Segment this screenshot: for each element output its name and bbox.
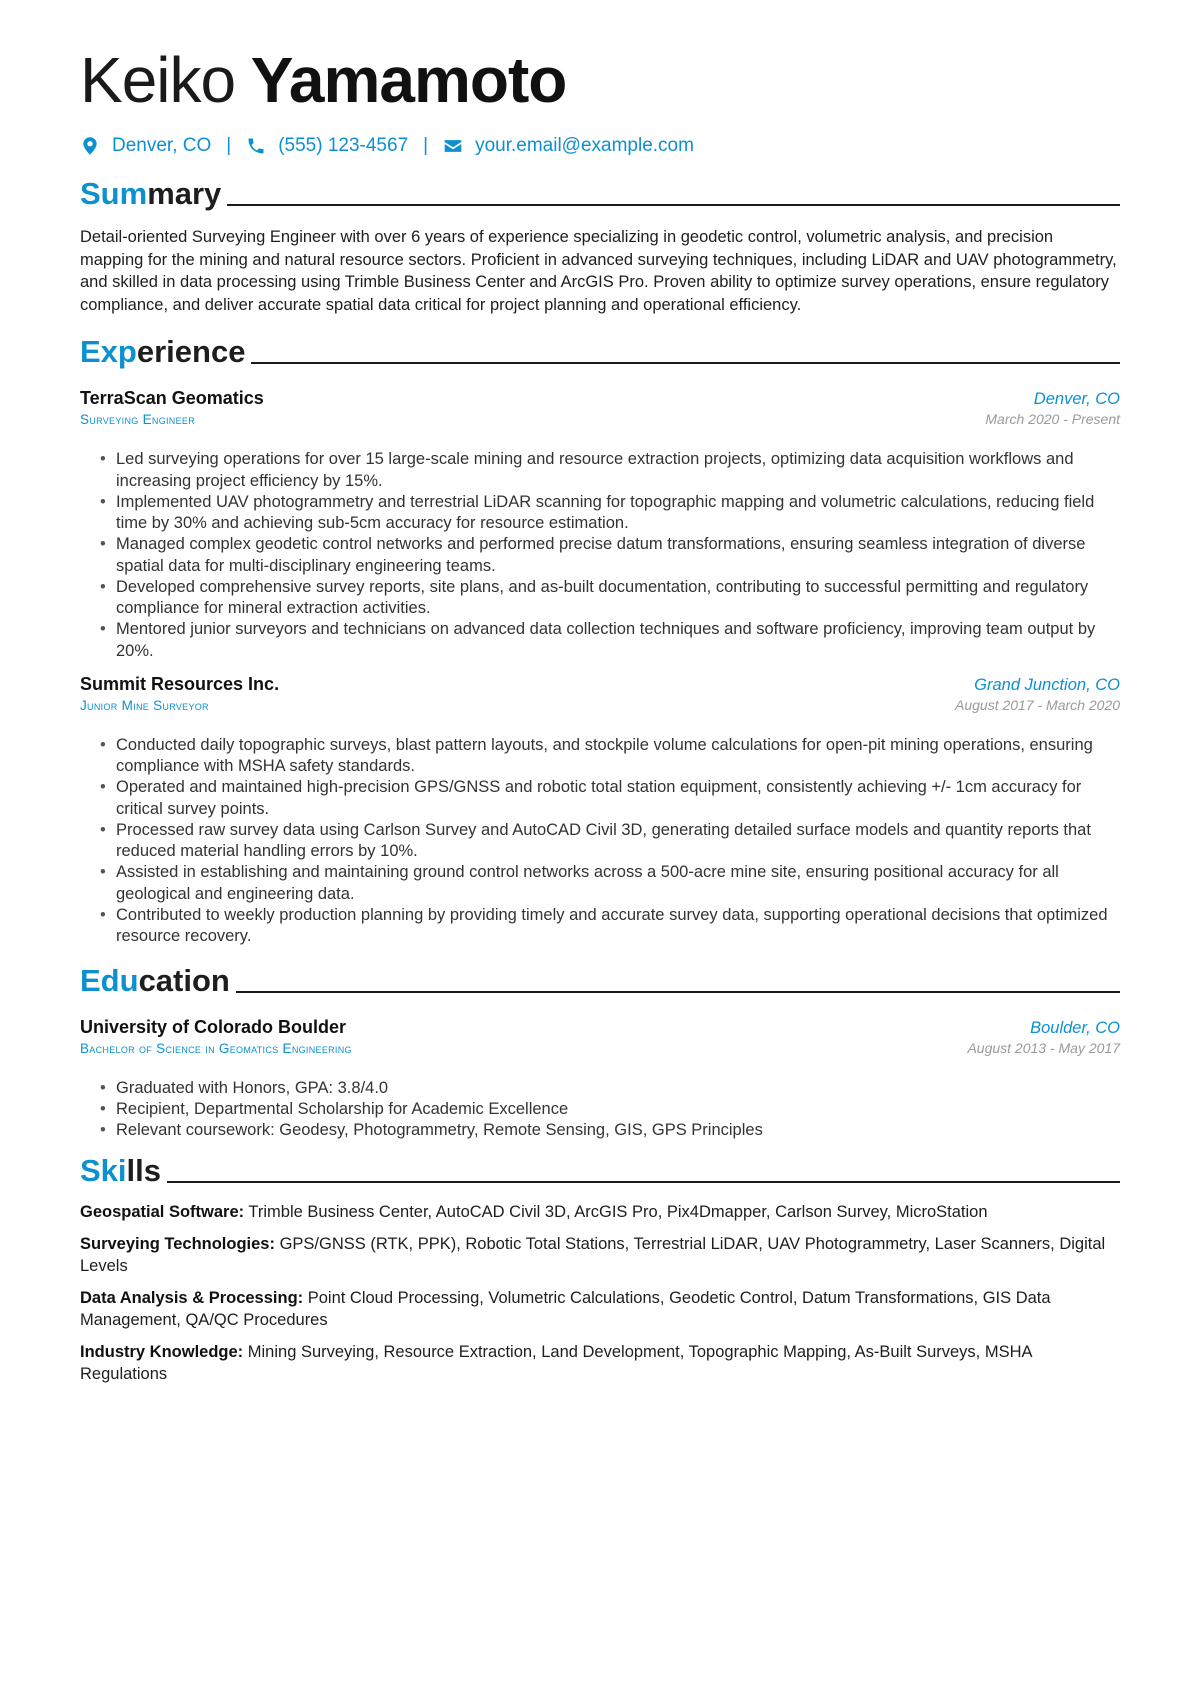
entry-location: Boulder, CO bbox=[1030, 1019, 1120, 1037]
experience-heading bbox=[80, 330, 1120, 370]
job-title: Surveying Engineer bbox=[80, 412, 196, 427]
contact-separator: | bbox=[423, 135, 429, 156]
skills-heading bbox=[80, 1149, 1120, 1189]
entry-location: Denver, CO bbox=[1033, 390, 1120, 408]
contact-phone[interactable] bbox=[246, 135, 408, 157]
organization-name: TerraScan Geomatics bbox=[80, 388, 264, 408]
phone-icon bbox=[246, 136, 266, 156]
education-entry bbox=[80, 1017, 1120, 1142]
phone-text: (555) 123-4567 bbox=[278, 135, 409, 156]
section-title: Skills bbox=[80, 1153, 161, 1188]
section-rule bbox=[251, 362, 1120, 364]
bullet-list bbox=[80, 1078, 1120, 1142]
envelope-icon bbox=[443, 136, 463, 156]
contact-email[interactable] bbox=[443, 135, 694, 157]
map-marker-icon bbox=[80, 136, 100, 156]
email-link: your.email@example.com bbox=[475, 135, 694, 156]
list-item: • Implemented UAV photogrammetry and terrestrial LiDAR scanning for topographic mapping and volumetric calculations, reducing field time by 30% and achieving sub-5cm accuracy for resource estimation. bbox=[116, 492, 1120, 535]
entry-dates: August 2013 - May 2017 bbox=[967, 1040, 1120, 1056]
skill-value: GPS/GNSS (RTK, PPK), Robotic Total Stations, Terrestrial LiDAR, UAV Photogrammetry, Laser Scanners, Digital Levels bbox=[80, 1234, 1106, 1275]
skill-label: Surveying Technologies: bbox=[80, 1234, 275, 1253]
list-item: • Mentored junior surveyors and technicians on advanced data collection techniques and software proficiency, improving team output by 20%. bbox=[116, 619, 1120, 662]
list-item: • Operated and maintained high-precision GPS/GNSS and robotic total station equipment, consistently achieving +/- 1cm accuracy for critical survey points. bbox=[116, 777, 1120, 820]
resume-page bbox=[80, 40, 1120, 1386]
skill-row bbox=[80, 1341, 1120, 1386]
education-heading bbox=[80, 959, 1120, 999]
contact-location bbox=[80, 135, 211, 157]
candidate-name bbox=[80, 40, 1120, 120]
skill-label: Data Analysis & Processing: bbox=[80, 1288, 304, 1307]
list-item: • Relevant coursework: Geodesy, Photogrammetry, Remote Sensing, GIS, GPS Principles bbox=[116, 1120, 1120, 1142]
list-item: • Processed raw survey data using Carlson Survey and AutoCAD Civil 3D, generating detailed surface models and quantity reports that reduced material handling errors by 10%. bbox=[116, 820, 1120, 863]
entry-dates: March 2020 - Present bbox=[985, 411, 1120, 427]
section-title: Education bbox=[80, 963, 230, 998]
list-item: • Managed complex geodetic control networks and performed precise datum transformations, ensuring seamless integration of diverse spatial data for multi-disciplinary engineering teams. bbox=[116, 534, 1120, 577]
list-item: • Conducted daily topographic surveys, blast pattern layouts, and stockpile volume calculations for open-pit mining operations, ensuring compliance with MSHA safety standards. bbox=[116, 735, 1120, 778]
degree-title: Bachelor of Science in Geomatics Engineering bbox=[80, 1041, 352, 1056]
skill-row bbox=[80, 1201, 1120, 1224]
summary-heading bbox=[80, 172, 1120, 212]
list-item: • Graduated with Honors, GPA: 3.8/4.0 bbox=[116, 1078, 1120, 1100]
list-item: • Recipient, Departmental Scholarship for Academic Excellence bbox=[116, 1099, 1120, 1121]
skill-label: Geospatial Software: bbox=[80, 1203, 245, 1221]
skill-row bbox=[80, 1233, 1120, 1278]
skill-value: Mining Surveying, Resource Extraction, Land Development, Topographic Mapping, As-Built Surveys, MSHA Regulations bbox=[80, 1342, 1032, 1383]
bullet-list bbox=[80, 735, 1120, 948]
summary-text: Detail-oriented Surveying Engineer with over 6 years of experience specializing in geodetic control, volumetric analysis, and precision mapping for the mining and natural resource sectors. Proficient in advanced surveying techniques, including LiDAR and UAV photogrammetry, and skilled in data processing using Trimble Business Center and ArcGIS Pro. Proven ability to optimize survey operations, ensure regulatory compliance, and deliver accurate spatial data critical for project planning and operational efficiency. bbox=[80, 228, 1117, 314]
organization-name: Summit Resources Inc. bbox=[80, 673, 280, 694]
entry-dates: August 2017 - March 2020 bbox=[955, 696, 1120, 713]
section-title: Experience bbox=[80, 334, 246, 369]
list-item: • Assisted in establishing and maintaining ground control networks across a 500-acre mine site, ensuring positional accuracy for all geological and engineering data. bbox=[116, 862, 1120, 905]
list-item: • Developed comprehensive survey reports, site plans, and as-built documentation, contributing to successful permitting and regulatory compliance for mineral extraction activities. bbox=[116, 577, 1120, 620]
first-name: Keiko bbox=[80, 44, 236, 116]
list-item: • Contributed to weekly production planning by providing timely and accurate survey data, supporting operational decisions that optimized resource recovery. bbox=[116, 905, 1120, 948]
list-item: • Led surveying operations for over 15 large-scale mining and resource extraction projects, optimizing data acquisition workflows and increasing project efficiency by 15%. bbox=[116, 449, 1120, 492]
contact-separator: | bbox=[226, 135, 232, 156]
section-rule bbox=[227, 204, 1120, 206]
experience-entry bbox=[80, 388, 1120, 662]
section-rule bbox=[236, 991, 1120, 993]
job-title: Junior Mine Surveyor bbox=[80, 697, 209, 713]
section-rule bbox=[167, 1181, 1120, 1183]
organization-name: University of Colorado Boulder bbox=[80, 1017, 347, 1037]
skill-label: Industry Knowledge: bbox=[80, 1342, 244, 1361]
location-text: Denver, CO bbox=[112, 135, 212, 156]
skill-row bbox=[80, 1287, 1120, 1332]
skill-value: Trimble Business Center, AutoCAD Civil 3D, ArcGIS Pro, Pix4Dmapper, Carlson Survey, MicroStation bbox=[248, 1203, 988, 1221]
skill-value: Point Cloud Processing, Volumetric Calculations, Geodetic Control, Datum Transformations, GIS Data Management, QA/QC Procedures bbox=[80, 1288, 1051, 1329]
section-title: Summary bbox=[80, 176, 222, 211]
last-name: Yamamoto bbox=[250, 44, 567, 116]
experience-entry bbox=[80, 674, 1120, 948]
entry-location: Grand Junction, CO bbox=[974, 675, 1120, 694]
bullet-list bbox=[80, 449, 1120, 662]
contact-line bbox=[80, 132, 1120, 160]
